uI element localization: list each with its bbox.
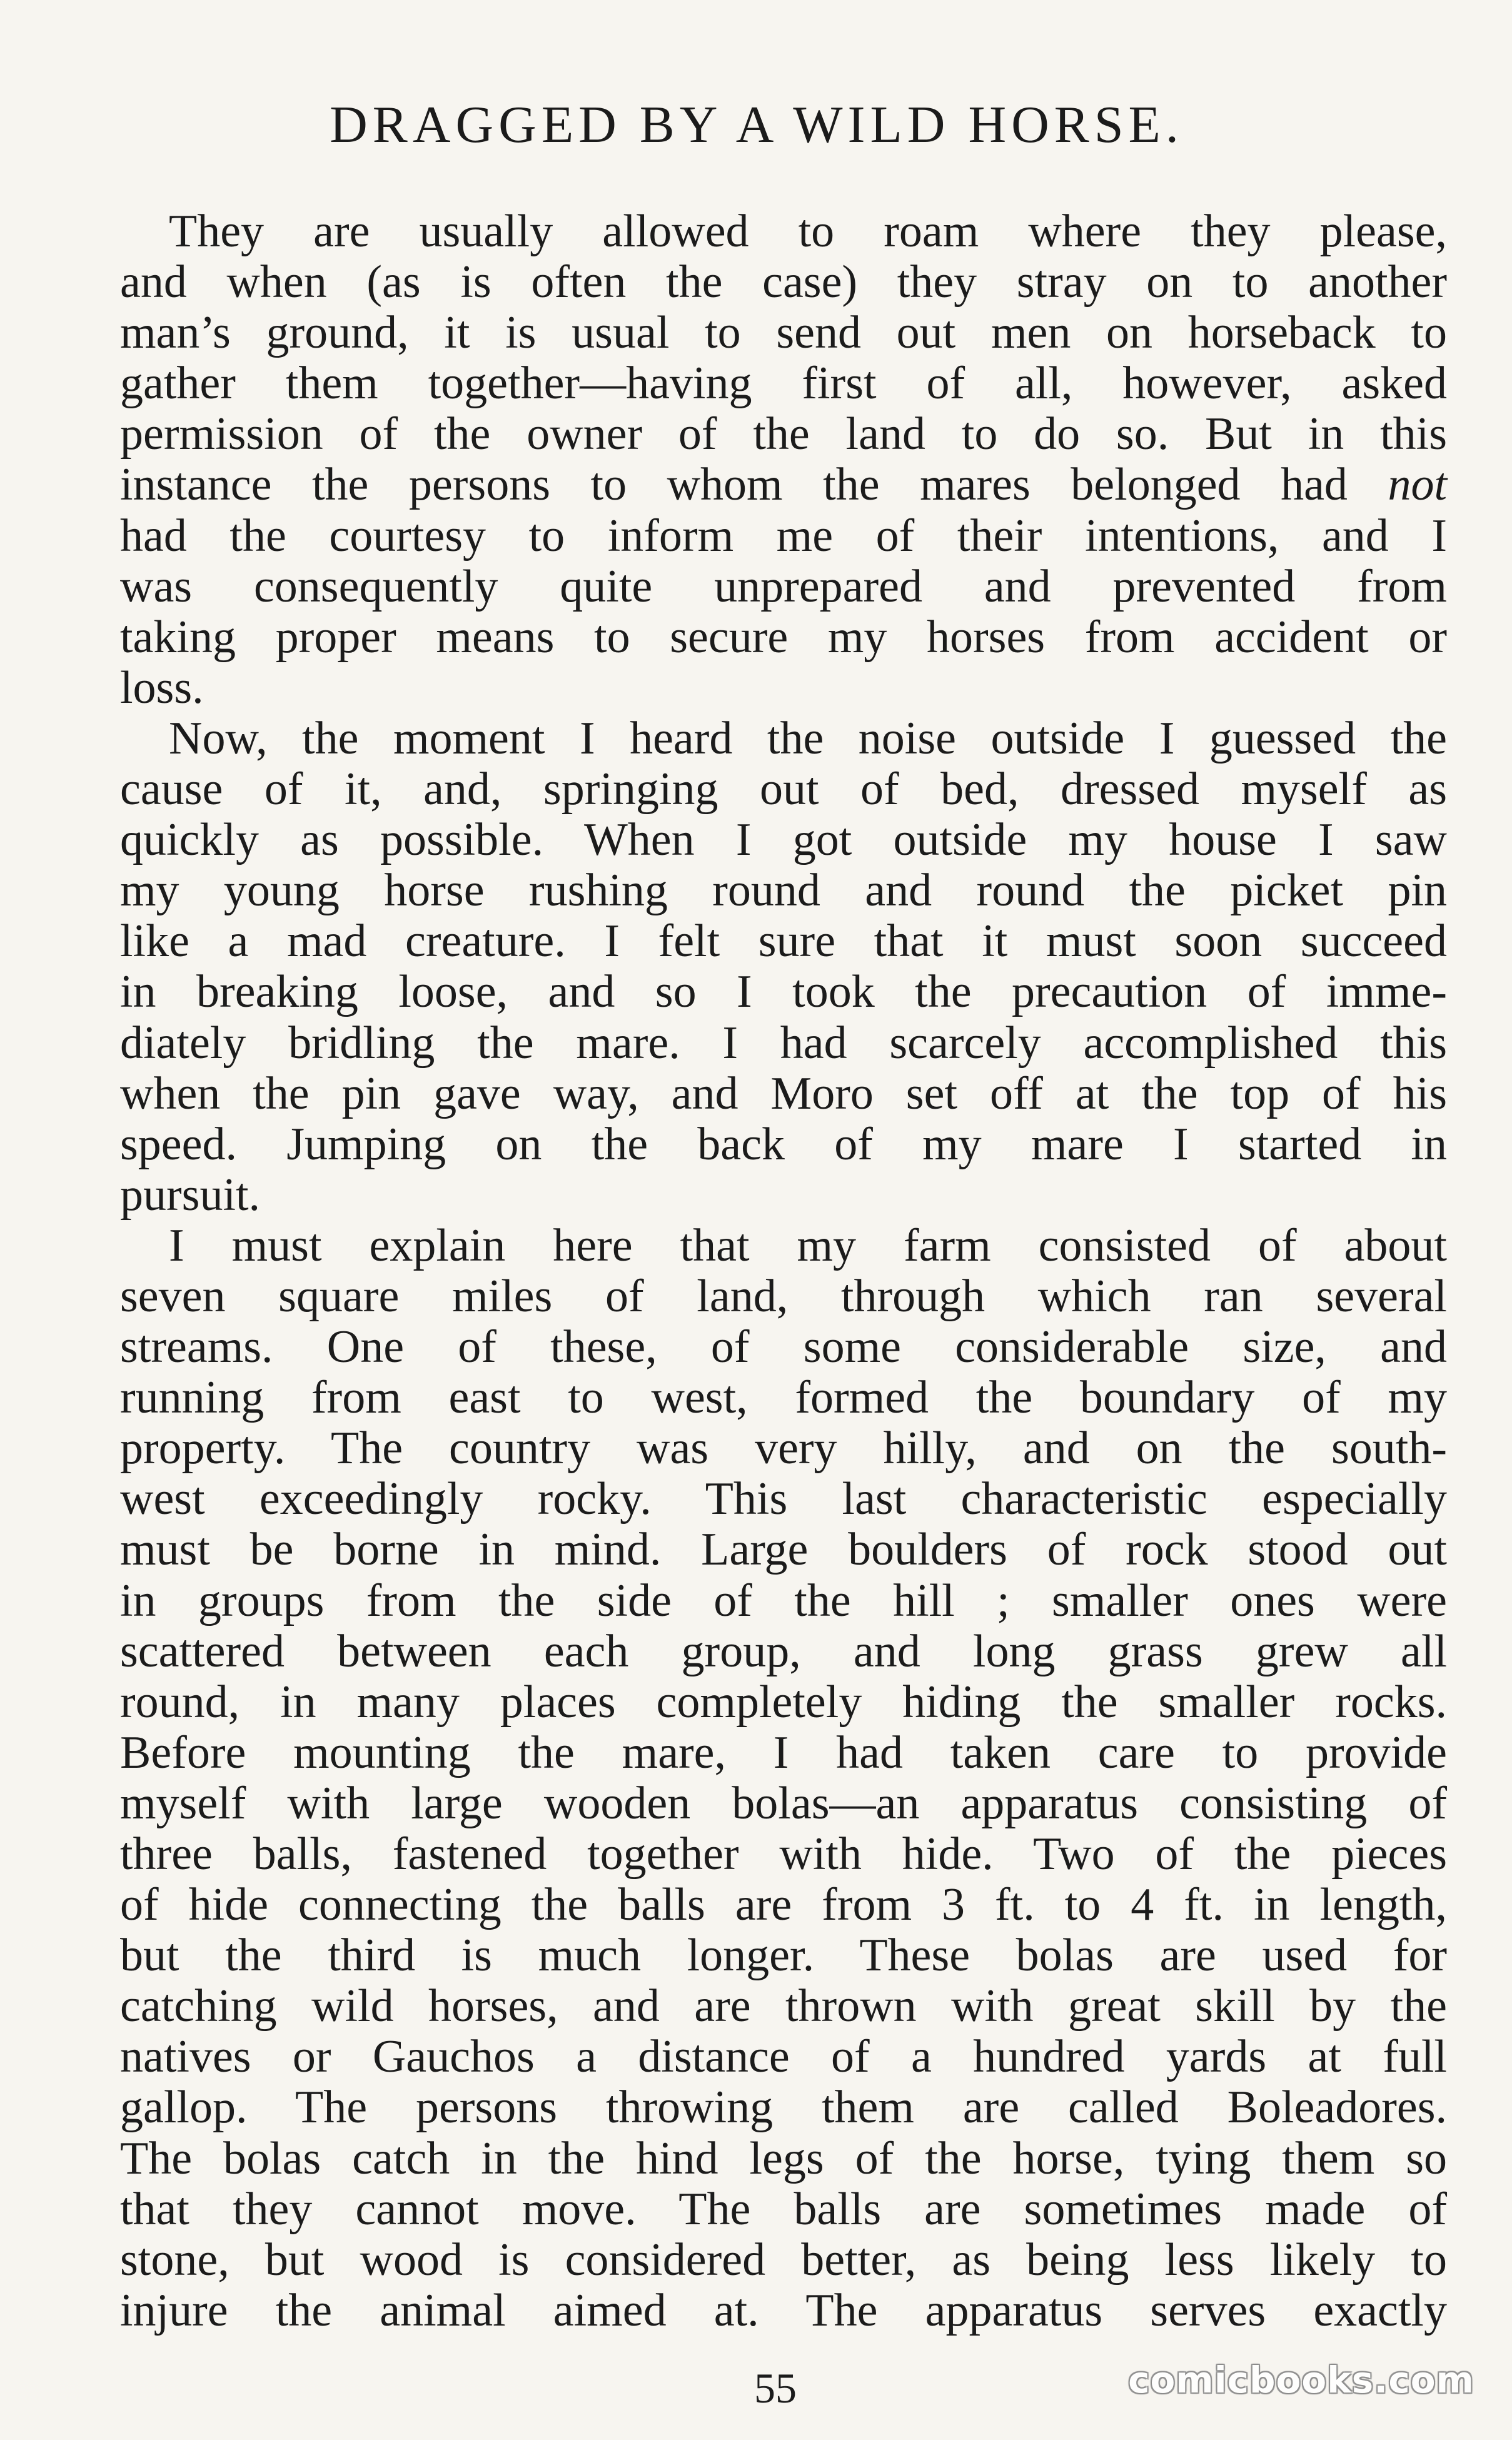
- text-line: when the pin gave way, and Moro set off at the top of his: [120, 1067, 1447, 1119]
- text-line: gallop. The persons throwing them are called Boleadores.: [120, 2082, 1447, 2134]
- text-line: round, in many places completely hiding the smaller rocks.: [120, 1676, 1447, 1728]
- emphasis-word: not: [1388, 459, 1447, 511]
- text-line: and when (as is often the case) they stray on to another: [120, 256, 1447, 308]
- text-line: my young horse rushing round and round the picket pin: [120, 865, 1447, 917]
- text-line: gather them together—having first of all, however, asked: [120, 358, 1447, 410]
- page-number: 55: [754, 2364, 797, 2412]
- running-title: DRAGGED BY A WILD HORSE.: [330, 96, 1184, 154]
- text-line: instance the persons to whom the mares belonged had not: [120, 459, 1447, 511]
- text-line: but the third is much longer. These bolas are used for: [120, 1930, 1447, 1982]
- text-line: stone, but wood is considered better, as being less likely to: [120, 2234, 1447, 2286]
- text-line: must be borne in mind. Large boulders of rock stood out: [120, 1524, 1447, 1576]
- watermark-logo: comicbooks.com: [1128, 2359, 1474, 2401]
- text-line: loss.: [120, 662, 204, 713]
- text-line: catching wild horses, and are thrown with great skill by the: [120, 1980, 1447, 2032]
- text-line: like a mad creature. I felt sure that it must soon succeed: [120, 915, 1447, 967]
- text-line: permission of the owner of the land to do so. But in this: [120, 408, 1447, 460]
- text-line: west exceedingly rocky. This last characteristic especially: [120, 1473, 1447, 1525]
- text-line: property. The country was very hilly, and on the south-: [120, 1423, 1447, 1475]
- text-line: speed. Jumping on the back of my mare I started in: [120, 1118, 1447, 1170]
- text-line: pursuit.: [120, 1169, 261, 1221]
- text-line: I must explain here that my farm consisted of about: [169, 1219, 1447, 1271]
- text-line: diately bridling the mare. I had scarcely accomplished this: [120, 1017, 1447, 1069]
- text-line: Before mounting the mare, I had taken care to provide: [120, 1727, 1447, 1778]
- text-line: seven square miles of land, through which ran several: [120, 1270, 1447, 1322]
- text-line: had the courtesy to inform me of their intentions, and I: [120, 510, 1447, 562]
- text-line: quickly as possible. When I got outside my house I saw: [120, 814, 1447, 866]
- text-line: was consequently quite unprepared and prevented from: [120, 560, 1447, 612]
- text-line: natives or Gauchos a distance of a hundred yards at full: [120, 2031, 1447, 2083]
- text-line: of hide connecting the balls are from 3 ft. to 4 ft. in length,: [120, 1879, 1447, 1931]
- text-line: three balls, fastened together with hide. Two of the pieces: [120, 1828, 1447, 1880]
- text-line: myself with large wooden bolas—an apparatus consisting of: [120, 1777, 1447, 1829]
- text-line: The bolas catch in the hind legs of the horse, tying them so: [120, 2132, 1447, 2184]
- body-text: [120, 206, 1447, 2336]
- text-line: man’s ground, it is usual to send out men on horseback to: [120, 307, 1447, 359]
- text-line: scattered between each group, and long grass grew all: [120, 1625, 1447, 1677]
- text-line: taking proper means to secure my horses from accident or: [120, 611, 1447, 663]
- text-line: They are usually allowed to roam where they please,: [169, 206, 1447, 257]
- text-line: injure the animal aimed at. The apparatus serves exactly: [120, 2284, 1447, 2336]
- text-line: streams. One of these, of some considerable size, and: [120, 1321, 1447, 1373]
- text-line: Now, the moment I heard the noise outside I guessed the: [169, 712, 1447, 764]
- text-line: that they cannot move. The balls are sometimes made of: [120, 2183, 1447, 2235]
- text-line: in breaking loose, and so I took the precaution of imme-: [120, 966, 1447, 1018]
- text-line: in groups from the side of the hill ; smaller ones were: [120, 1575, 1447, 1626]
- text-line: cause of it, and, springing out of bed, dressed myself as: [120, 764, 1447, 815]
- text-line: running from east to west, formed the boundary of my: [120, 1372, 1447, 1424]
